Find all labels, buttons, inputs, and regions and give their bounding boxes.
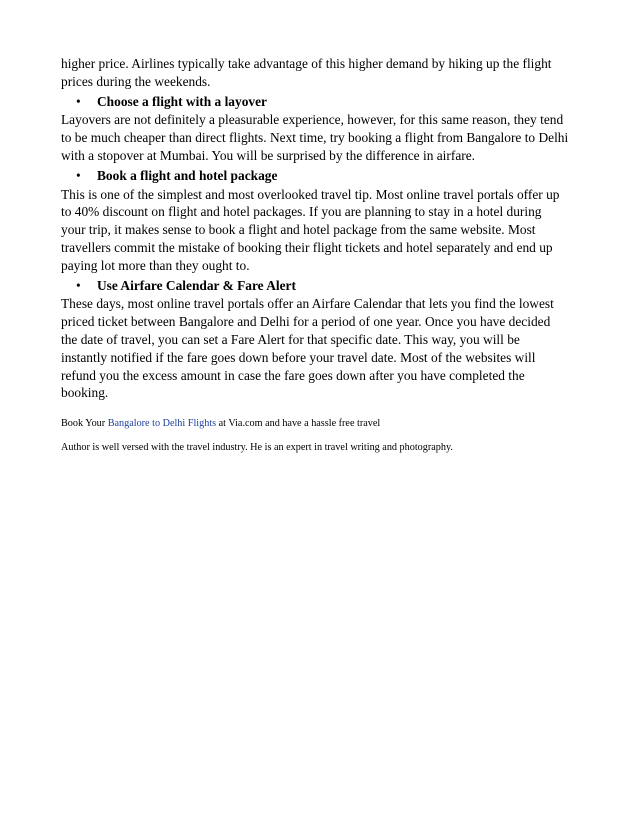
flights-link[interactable]: Bangalore to Delhi Flights [107,418,217,430]
section-body: Layovers are not definitely a pleasurable experience, however, for this same reason, they tend to be much cheaper than direct flights. Next time, try booking a flight from Bangalore to Delhi with a stopover at Mumbai. You will be surprised by the difference in airfare. [61,112,569,163]
booking-prefix: Book Your [61,418,108,430]
booking-line [61,417,569,431]
section-heading-text: Use Airfare Calendar & Fare Alert [97,277,296,293]
booking-suffix: at Via.com and have a hassle free travel [216,418,381,430]
bullet-icon: • [76,277,81,293]
bullet-icon: • [76,167,81,183]
section-heading [61,167,569,185]
bullet-icon: • [76,93,81,109]
section-layover [61,93,569,165]
document-page [61,55,569,455]
section-heading [61,93,569,111]
section-heading [61,277,569,295]
section-heading-text: Choose a flight with a layover [97,93,267,109]
section-body: This is one of the simplest and most overlooked travel tip. Most online travel portals offer up to 40% discount on flight and hotel packages. If you are planning to stay in a hotel during your trip, it makes sense to book a flight and hotel package from the same website. Most travellers commit the mistake of booking their flight tickets and hotel separately and end up paying lot more than they ought to. [61,186,560,273]
section-body: These days, most online travel portals offer an Airfare Calendar that lets you find the lowest priced ticket between Bangalore and Delhi for a period of one year. Once you have decided the date of travel, you can set a Fare Alert for that specific date. This way, you will be instantly notified if the fare goes down before your travel date. Most of the websites will refund you the excess amount in case the fare goes down after you have completed the booking. [61,296,554,401]
author-note: Author is well versed with the travel industry. He is an expert in travel writing and photography. [61,442,453,454]
section-airfare-calendar [61,277,569,403]
intro-paragraph: higher price. Airlines typically take advantage of this higher demand by hiking up the flight prices during the weekends. [61,56,552,89]
section-heading-text: Book a flight and hotel package [97,167,278,183]
section-flight-hotel-package [61,167,569,275]
